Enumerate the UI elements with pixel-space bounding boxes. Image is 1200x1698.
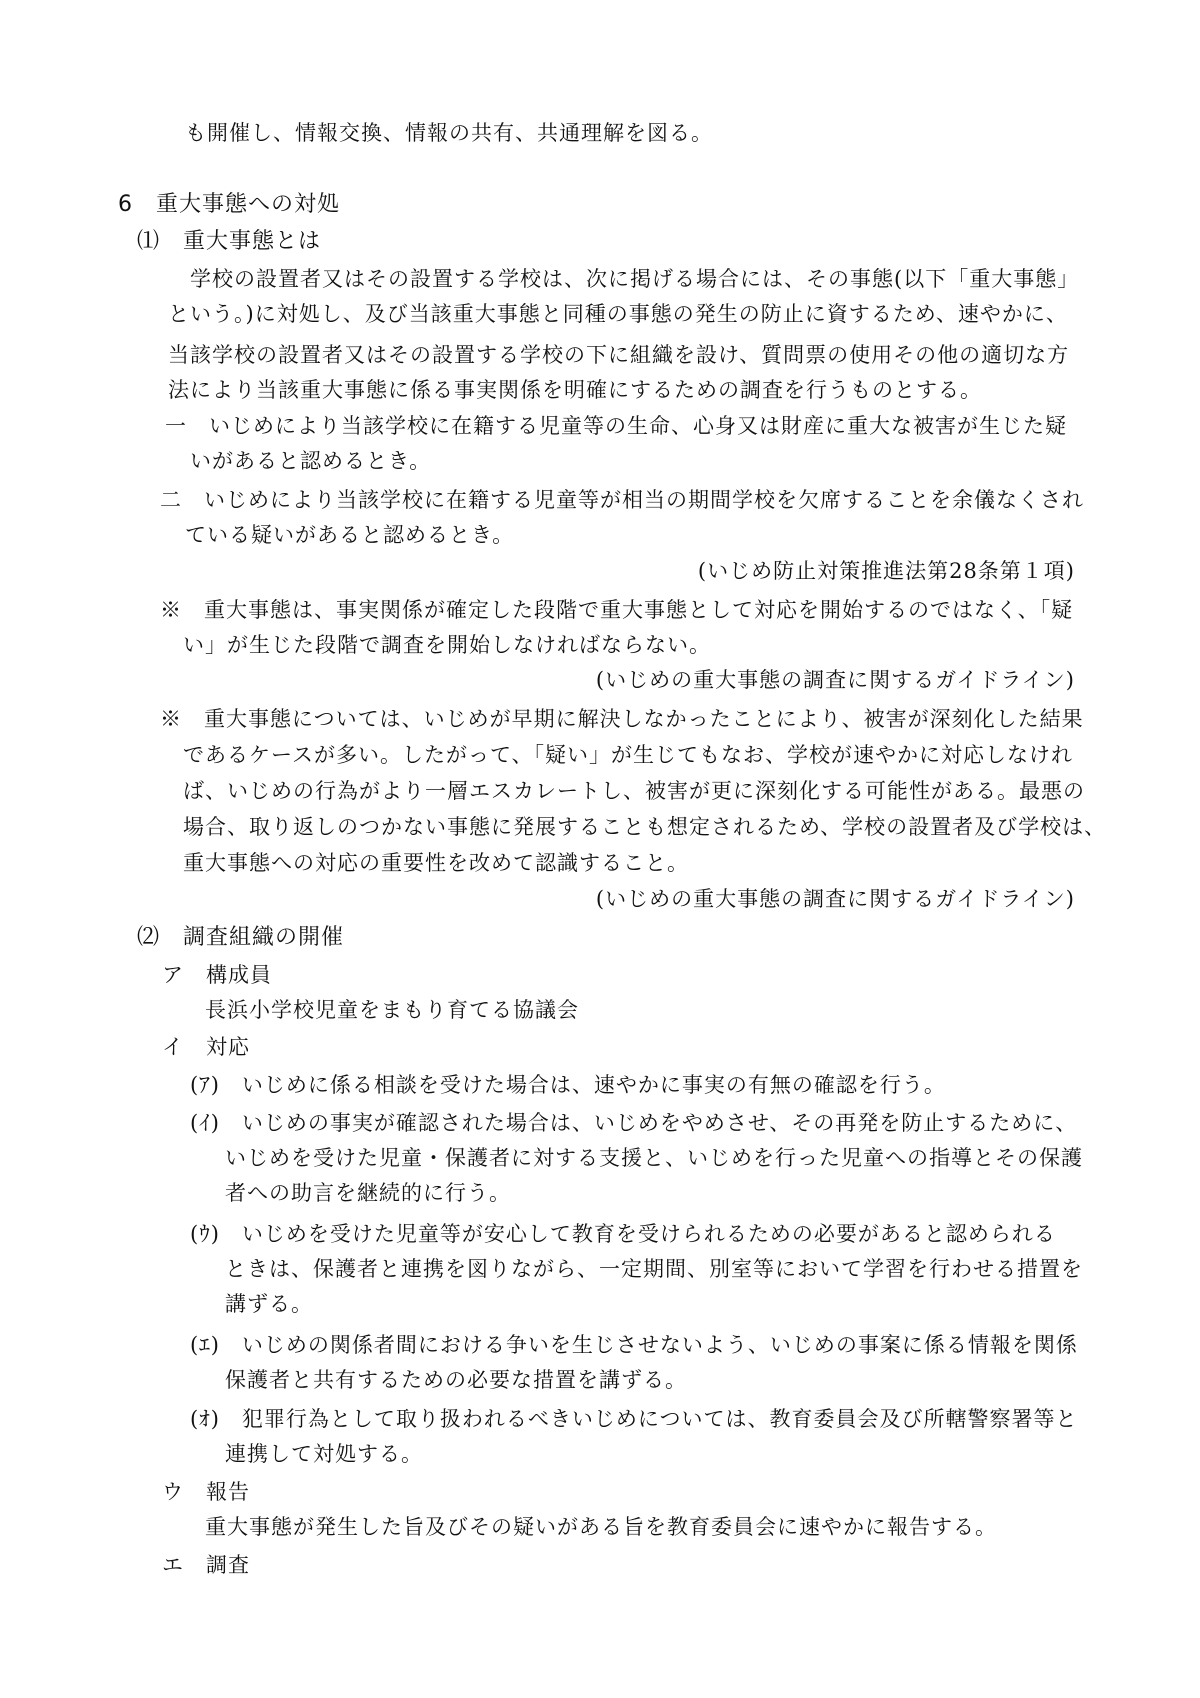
text-line: 長浜小学校児童をまもり育てる協議会 <box>205 998 579 1022</box>
text-line: 法により当該重大事態に係る事実関係を明確にするための調査を行うものとする。 <box>168 378 982 402</box>
text-line: いじめを受けた児童・保護者に対する支援と、いじめを行った児童への指導とその保護 <box>225 1146 1083 1170</box>
list-item: (ｱ) いじめに係る相談を受けた場合は、速やかに事実の有無の確認を行う。 <box>190 1073 946 1097</box>
text-line: ている疑いがあると認めるとき。 <box>185 523 515 547</box>
note-item: ※ 重大事態は、事実関係が確定した段階で重大事態として対応を開始するのではなく、「疑 <box>160 598 1074 622</box>
item-heading: エ 調査 <box>162 1553 250 1577</box>
list-item: 二 いじめにより当該学校に在籍する児童等が相当の期間学校を欠席することを余儀なくされ <box>160 488 1084 512</box>
text-line: 学校の設置者又はその設置する学校は、次に掲げる場合には、その事態(以下「重大事態」 <box>190 267 1080 291</box>
text-line: 重大事態への対応の重要性を改めて認識すること。 <box>183 851 689 875</box>
text-line: 場合、取り返しのつかない事態に発展することも想定されるため、学校の設置者及び学校は、 <box>183 815 1107 839</box>
text-line: 者への助言を継続的に行う。 <box>225 1181 511 1205</box>
list-item: (ｵ) 犯罪行為として取り扱われるべきいじめについては、教育委員会及び所轄警察署等と <box>190 1407 1078 1431</box>
section-heading: 6 重大事態への対処 <box>118 192 340 217</box>
text-line: という。)に対処し、及び当該重大事態と同種の事態の発生の防止に資するため、速やかに、 <box>168 302 1068 326</box>
item-heading: イ 対応 <box>162 1035 250 1059</box>
list-item: (ｳ) いじめを受けた児童等が安心して教育を受けられるための必要があると認められる <box>190 1222 1056 1246</box>
subsection-heading: ⑵ 調査組織の開催 <box>137 925 345 950</box>
list-item: 一 いじめにより当該学校に在籍する児童等の生命、心身又は財産に重大な被害が生じた疑 <box>165 414 1067 438</box>
text-line: も開催し、情報交換、情報の共有、共通理解を図る。 <box>185 121 713 145</box>
text-line: ときは、保護者と連携を図りながら、一定期間、別室等において学習を行わせる措置を <box>225 1257 1083 1281</box>
note-item: ※ 重大事態については、いじめが早期に解決しなかったことにより、被害が深刻化した結果 <box>160 707 1084 731</box>
list-item: (ｲ) いじめの事実が確認された場合は、いじめをやめさせ、その再発を防止するために、 <box>190 1111 1078 1135</box>
citation: (いじめの重大事態の調査に関するガイドライン) <box>595 887 1075 911</box>
text-line: 講ずる。 <box>225 1292 313 1316</box>
text-line: であるケースが多い。したがって、「疑い」が生じてもなお、学校が速やかに対応しなけれ <box>183 743 1074 767</box>
list-item: (ｴ) いじめの関係者間における争いを生じさせないよう、いじめの事案に係る情報を関係 <box>190 1333 1078 1357</box>
item-heading: ウ 報告 <box>162 1480 250 1504</box>
text-line: 重大事態が発生した旨及びその疑いがある旨を教育委員会に速やかに報告する。 <box>205 1515 997 1539</box>
subsection-heading: ⑴ 重大事態とは <box>137 229 322 254</box>
text-line: 保護者と共有するための必要な措置を講ずる。 <box>225 1368 687 1392</box>
item-heading: ア 構成員 <box>162 963 272 987</box>
text-line: 当該学校の設置者又はその設置する学校の下に組織を設け、質問票の使用その他の適切な方 <box>168 343 1070 367</box>
text-line: ば、いじめの行為がより一層エスカレートし、被害が更に深刻化する可能性がある。最悪の <box>183 779 1085 803</box>
citation: (いじめの重大事態の調査に関するガイドライン) <box>595 668 1075 692</box>
text-line: いがあると認めるとき。 <box>190 449 432 473</box>
citation: (いじめ防止対策推進法第28条第１項) <box>697 559 1075 583</box>
text-line: 連携して対処する。 <box>225 1442 423 1466</box>
text-line: い」が生じた段階で調査を開始しなければならない。 <box>183 633 711 657</box>
